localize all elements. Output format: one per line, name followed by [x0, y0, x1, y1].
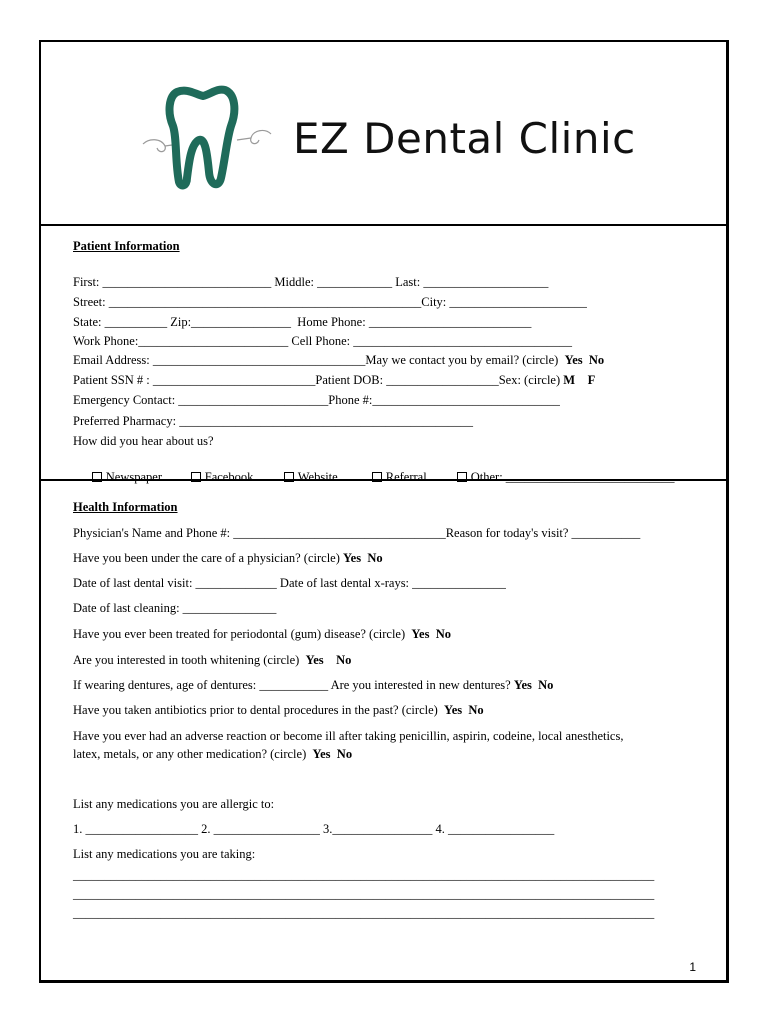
periodontal-question[interactable]: Have you ever been treated for periodontal (gum) disease? (circle) Yes No	[73, 627, 451, 641]
adverse-reaction-question: Have you ever had an adverse reaction or become ill after taking penicillin, aspirin, codeine, local anesthetics,	[73, 729, 624, 743]
no-option[interactable]: No	[468, 703, 484, 717]
taking-medications-label: List any medications you are taking:	[73, 847, 256, 861]
physician-care-question[interactable]: Have you been under the care of a physician? (circle) Yes No	[73, 551, 383, 565]
name-fields[interactable]: First: ___________________________ Middle: ____________ Last: ____________________	[73, 275, 549, 289]
no-option[interactable]: No	[588, 353, 605, 367]
yes-option[interactable]: Yes	[305, 653, 324, 667]
work-cell-phone-fields[interactable]: Work Phone:________________________ Cell Phone: ___________________________________	[73, 334, 572, 348]
address-fields[interactable]: Street: __________________________________________________City: ______________________	[73, 295, 587, 309]
ssn-dob-sex-row[interactable]	[73, 372, 595, 388]
patient-information-section	[41, 224, 726, 484]
emergency-contact-fields[interactable]: Emergency Contact: ________________________Phone #:______________________________	[73, 393, 560, 407]
adverse-reaction-question-cont[interactable]: latex, metals, or any other medication? (circle) Yes No	[73, 747, 353, 761]
section-title: Patient Information	[73, 239, 180, 253]
other-checkbox[interactable]: Other: ___________________________	[457, 469, 675, 485]
yes-option[interactable]: Yes	[343, 551, 362, 565]
form-header	[41, 42, 726, 226]
sex-m-option[interactable]: M	[563, 373, 576, 387]
health-information-section	[41, 481, 726, 981]
referral-checkbox[interactable]: Referral	[372, 469, 457, 485]
allergic-medications-label: List any medications you are allergic to:	[73, 797, 275, 811]
yes-option[interactable]: Yes	[444, 703, 463, 717]
whitening-question[interactable]: Are you interested in tooth whitening (circle) Yes No	[73, 653, 352, 667]
clinic-name: EZ Dental Clinic	[293, 114, 636, 163]
section-title: Health Information	[73, 500, 178, 514]
no-option[interactable]: No	[538, 678, 554, 692]
no-option[interactable]: No	[336, 653, 352, 667]
sex-f-option[interactable]: F	[587, 373, 596, 387]
taking-medications-line[interactable]: _____________________________________________________________________________________________	[73, 868, 655, 882]
email-label: Email Address: __________________________________May we contact you by email? (circle)	[73, 353, 565, 367]
state-zip-phone-fields[interactable]: State: __________ Zip:________________ Home Phone: __________________________	[73, 315, 532, 329]
tooth-logo-icon	[139, 82, 275, 192]
ssn-dob-label: Patient SSN # : __________________________Patient DOB: __________________Sex: (circle)	[73, 373, 564, 387]
last-cleaning-question[interactable]: Date of last cleaning: _______________	[73, 601, 277, 615]
email-field-row[interactable]	[73, 352, 604, 368]
allergic-medications-fields[interactable]: 1. __________________ 2. _________________ 3.________________ 4. _________________	[73, 822, 555, 836]
newspaper-checkbox[interactable]: Newspaper	[92, 469, 191, 485]
antibiotics-question[interactable]: Have you taken antibiotics prior to dental procedures in the past? (circle) Yes No	[73, 703, 484, 717]
physician-question[interactable]: Physician's Name and Phone #: __________________________________Reason for today's visit? ___________	[73, 526, 641, 540]
pharmacy-field[interactable]: Preferred Pharmacy: _______________________________________________	[73, 414, 473, 428]
yes-option[interactable]: Yes	[312, 747, 331, 761]
form-page	[39, 40, 729, 983]
last-visit-question[interactable]: Date of last dental visit: _____________ Date of last dental x-rays: _______________	[73, 576, 506, 590]
dentures-question[interactable]: If wearing dentures, age of dentures: ___________ Are you interested in new dentures? Yes No	[73, 678, 554, 692]
website-checkbox[interactable]: Website	[284, 469, 372, 485]
page-number: 1	[689, 960, 696, 974]
no-option[interactable]: No	[336, 747, 353, 761]
no-option[interactable]: No	[367, 551, 383, 565]
yes-option[interactable]: Yes	[564, 353, 583, 367]
yes-option[interactable]: Yes	[411, 627, 430, 641]
referral-question: How did you hear about us?	[73, 434, 214, 448]
taking-medications-line[interactable]: _____________________________________________________________________________________________	[73, 887, 655, 901]
facebook-checkbox[interactable]: Facebook	[191, 469, 284, 485]
yes-option[interactable]: Yes	[513, 678, 532, 692]
no-option[interactable]: No	[435, 627, 451, 641]
taking-medications-line[interactable]: _____________________________________________________________________________________________	[73, 906, 655, 920]
